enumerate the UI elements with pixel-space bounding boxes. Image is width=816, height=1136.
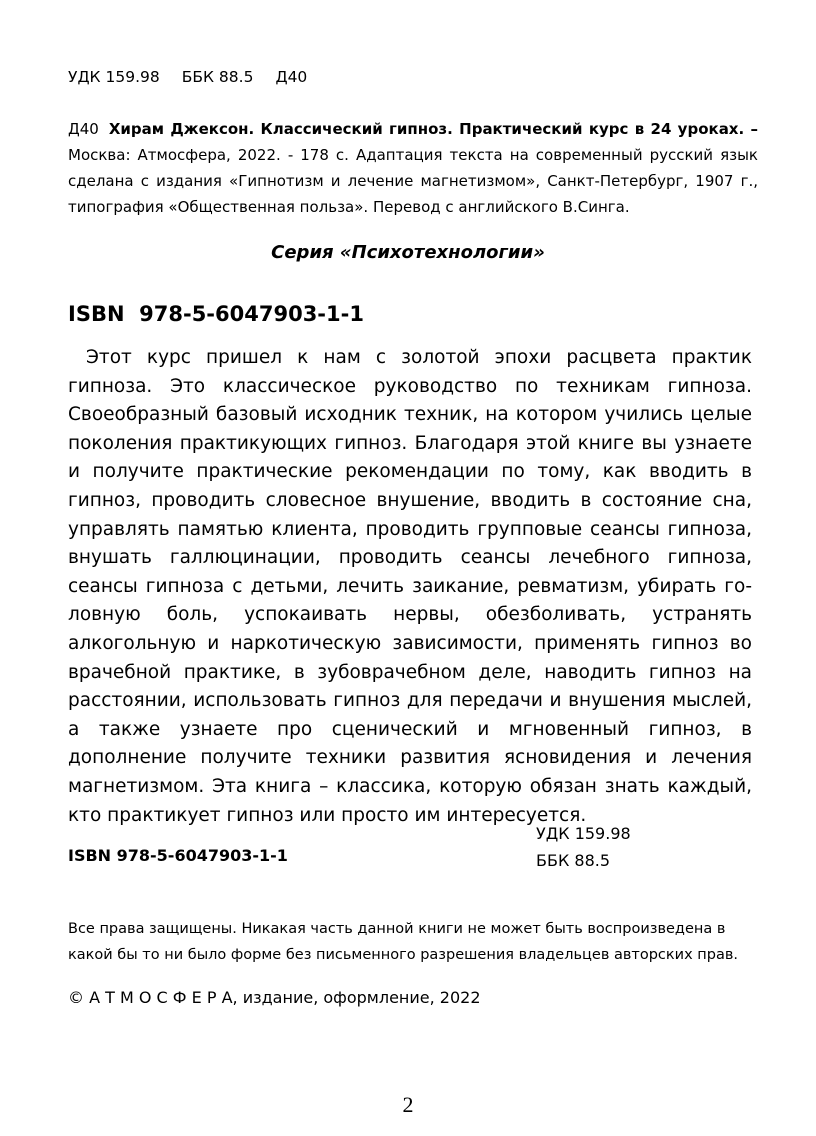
annotation-text: Этот курс пришел к нам с золотой эпохи расцвета практик гипноза. Это классическое руководство по техникам гипноза. Своеобразный базовый исходник техник, на котором учились целые поколения практикующих гипноз. Благодаря этой книге вы узнаете и получите практические рекомендации по тому, как вводить в гипноз, проводить словесное внушение, вводить в состояние сна, управлять памятью клиента, проводить групповые сеансы гипноза, внушать галлюцинации, проводить сеансы лечебного гипноза, сеансы гипноза с детьми, лечить заикание, ревматизм, убирать головную боль, успокаивать нервы, обезболивать, устранять алкогольную и наркотическую зависимости, применять гипноз во врачебной практике, в зубоврачебном деле, наводить гипноз на расстоянии, использовать гипноз для передачи и внушения мыслей, а также узнаете про сценический и мгновенный гипноз, в дополнение получите техники развития ясновидения и лечения магнетизмом. Эта книга – классика, которую обязан знать каждый, кто практикует гипноз или просто им интересуется. xyxy=(68,347,752,826)
isbn-bottom: ISBN 978-5-6047903-1-1 xyxy=(68,846,288,865)
series-title: Серия «Психотехнологии» xyxy=(271,242,545,263)
biblio-author-mark: Д40 xyxy=(68,120,99,138)
udk-code: УДК 159.98 xyxy=(68,68,160,86)
rights-notice: Все права защищены. Никакая часть данной книги не может быть воспроизведена в какой бы то ни было форме без письменного разрешения владельцев авторских прав. xyxy=(68,921,738,963)
udk-code-bottom: УДК 159.98 xyxy=(536,824,631,843)
classification-codes-bottom xyxy=(536,820,631,874)
biblio-title: Хирам Джексон. Классический гипноз. Практический курс в 24 уроках. – xyxy=(108,120,758,138)
classification-codes-top xyxy=(68,68,329,86)
bbk-code-bottom: ББК 88.5 xyxy=(536,851,611,870)
biblio-details: Москва: Атмосфера, 2022. - 178 с. Адаптация текста на современный русский язык сделана с издания «Гипнотизм и лечение магнетизмом», Санкт-Петербург, 1907 г., типография «Общественная польза». Перевод с английского В.Синга. xyxy=(68,146,758,216)
bbk-code: ББК 88.5 xyxy=(181,68,254,86)
author-mark: Д40 xyxy=(275,68,308,86)
bibliographic-description xyxy=(68,116,758,220)
isbn-main: ISBN 978-5-6047903-1-1 xyxy=(68,302,364,326)
page-number: 2 xyxy=(402,1092,414,1117)
copyright-line: © А Т М О С Ф Е Р А, издание, оформление, 2022 xyxy=(68,988,481,1007)
